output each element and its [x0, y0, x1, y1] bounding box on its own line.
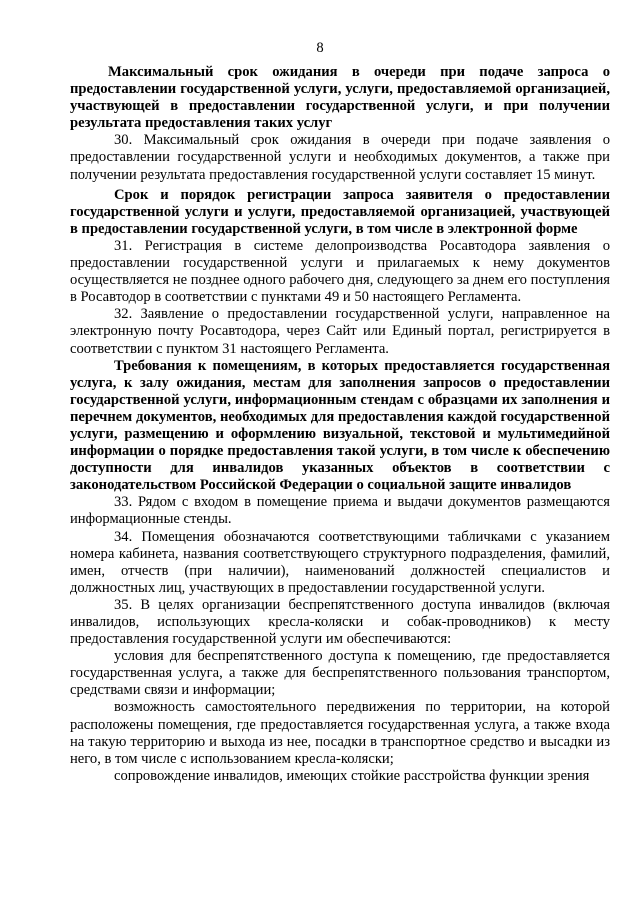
section-heading-registration: Срок и порядок регистрации запроса заявителя о предоставлении государственной услуги и услуги, предоставляемой организацией, участвующей в предоставлении государственной услуги, в том числе в электронной форме: [70, 186, 610, 237]
paragraph-30: 30. Максимальный срок ожидания в очереди при подаче заявления о предоставлении государственной услуги и необходимых документов, а также при получении результата предоставления государственной услуги составляет 15 минут.: [70, 132, 610, 183]
list-item-access-conditions: условия для беспрепятственного доступа к помещению, где предоставляется государственная услуга, а также для беспрепятственного пользования транспортом, средствами связи и информации;: [70, 648, 610, 699]
paragraph-34: 34. Помещения обозначаются соответствующими табличками с указанием номера кабинета, названия соответствующего структурного подразделения, фамилий, имен, отчеств (при наличии), наименований должностей специалистов и должностных лиц, участвующих в предоставлении государственной услуги.: [70, 528, 610, 596]
list-item-escort: сопровождение инвалидов, имеющих стойкие расстройства функции зрения: [114, 767, 590, 784]
list-item-movement: возможность самостоятельного передвижения по территории, на которой расположены помещения, где предоставляется государственная услуга, а также входа на такую территорию и выхода из нее, посадки в транспортное средство и высадки из него, в том числе с использованием кресла-коляски;: [70, 699, 610, 767]
paragraph-31: 31. Регистрация в системе делопроизводства Росавтодора заявления о предоставлении государственной услуги и прилагаемых к нему документов осуществляется не позднее одного рабочего дня, следующего за днем его поступления в Росавтодор в соответствии с пунктами 49 и 50 настоящего Регламента.: [70, 237, 610, 306]
paragraph-32: 32. Заявление о предоставлении государственной услуги, направленное на электронную почту Росавтодора, через Сайт или Единый портал, регистрируется в соответствии с пунктом 31 настоящего Регламента.: [70, 306, 610, 357]
section-heading-premises: Требования к помещениям, в которых предоставляется государственная услуга, к залу ожидания, местам для заполнения запросов о предоставлении государственной услуги, информационным стендам с образцами их заполнения и перечнем документов, необходимых для предоставления каждой государственной услуги, размещению и оформлению визуальной, текстовой и мультимедийной информации о порядке предоставления такой услуги, в том числе к обеспечению доступности для инвалидов указанных объектов в соответствии с законодательством Российской Федерации о социальной защите инвалидов: [70, 357, 610, 494]
page-number: 8: [316, 40, 324, 56]
paragraph-33: 33. Рядом с входом в помещение приема и выдачи документов размещаются информационные стенды.: [70, 494, 610, 528]
paragraph-35: 35. В целях организации беспрепятственного доступа инвалидов (включая инвалидов, использующих кресла-коляски и собак-проводников) к месту предоставления государственной услуги им обеспечиваются:: [70, 596, 610, 648]
section-heading-queue-time: Максимальный срок ожидания в очереди при подаче запроса о предоставлении государственной услуги, услуги, предоставляемой организацией, участвующей в предоставлении государственной услуги, и при получении результата предоставления таких услуг: [70, 64, 610, 132]
document-body: [70, 64, 610, 785]
